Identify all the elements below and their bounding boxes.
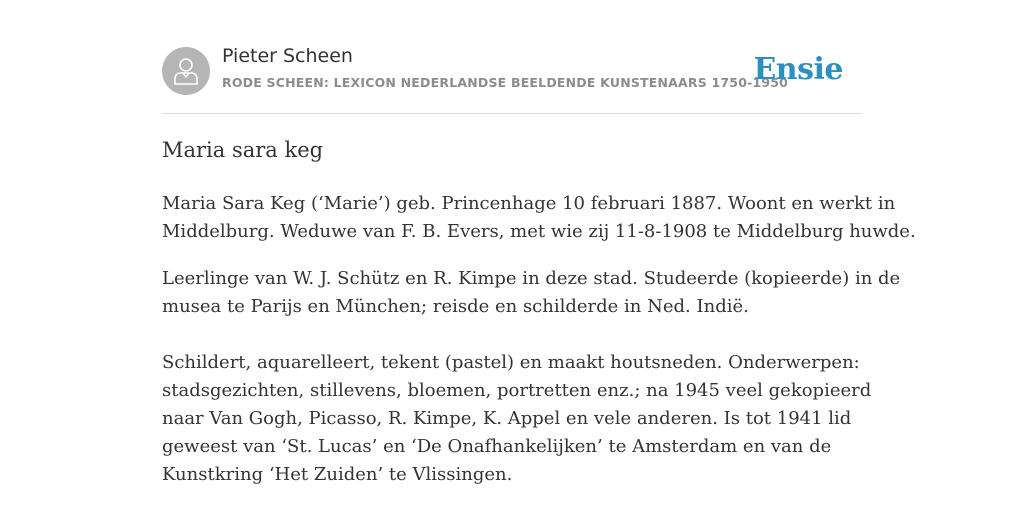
article-paragraph (162, 349, 872, 489)
paragraph-line: geweest van ‘St. Lucas’ en ‘De Onafhankelijken’ te Amsterdam en van de (162, 436, 832, 457)
paragraph-line: Schildert, aquarelleert, tekent (pastel) en maakt houtsneden. Onderwerpen: (162, 352, 860, 373)
article-paragraph (162, 265, 901, 321)
paragraph-line: Kunstkring ‘Het Zuiden’ te Vlissingen. (162, 464, 513, 485)
paragraph-line: Maria Sara Keg (‘Marie’) geb. Princenhage 10 februari 1887. Woont en werkt in (162, 193, 896, 214)
article-paragraph (162, 190, 916, 246)
article-card (162, 0, 916, 485)
brand-logo[interactable]: Ensie (753, 52, 843, 87)
paragraph-line: Leerlinge van W. J. Schütz en R. Kimpe in deze stad. Studeerde (kopieerde) in de (162, 268, 901, 289)
paragraph-line: musea te Parijs en München; reisde en schilderde in Ned. Indië. (162, 296, 749, 317)
paragraph-line: Middelburg. Weduwe van F. B. Evers, met wie zij 11-8-1908 te Middelburg huwde. (162, 221, 916, 242)
paragraph-line: stadsgezichten, stillevens, bloemen, portretten enz.; na 1945 veel gekopieerd (162, 380, 872, 401)
user-icon (172, 56, 200, 86)
article-title: Maria sara keg (162, 138, 324, 162)
author-avatar[interactable] (162, 47, 210, 95)
article-header (162, 0, 862, 114)
source-label[interactable]: RODE SCHEEN: LEXICON NEDERLANDSE BEELDENDE KUNSTENAARS 1750-1950 (222, 75, 789, 90)
author-name[interactable]: Pieter Scheen (222, 45, 353, 67)
paragraph-line: naar Van Gogh, Picasso, R. Kimpe, K. Appel en vele anderen. Is tot 1941 lid (162, 408, 852, 429)
